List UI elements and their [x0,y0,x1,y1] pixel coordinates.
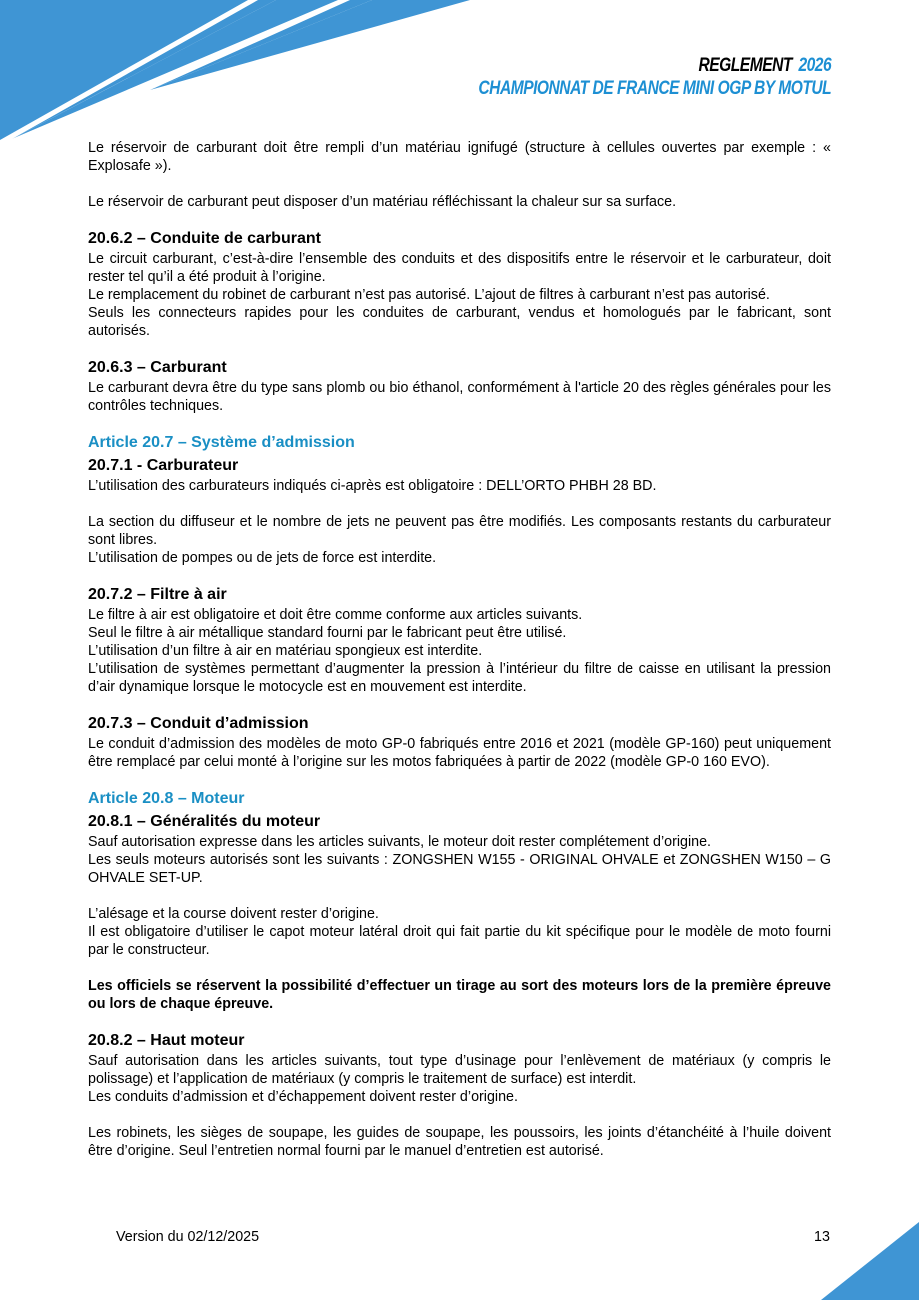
section-heading-20-6-2: 20.6.2 – Conduite de carburant [88,230,321,247]
section-heading-20-7-1: 20.7.1 - Carburateur [88,457,239,474]
paragraph: Le réservoir de carburant peut disposer d’un matériau réfléchissant la chaleur sur sa surface. [88,194,677,210]
paragraph: L’utilisation de systèmes permettant d’augmenter la pression à l’intérieur du filtre de caisse en utilisant la pression d’air dynamique lorsque le motocycle est en mouvement est interdite. [88,661,831,695]
decoration-triangle [821,1222,919,1300]
bold-notice: Les officiels se réservent la possibilité d’effectuer un tirage au sort des moteurs lors de la première épreuve ou lors de chaque épreuve. [88,978,831,1012]
header-title: REGLEMENT [698,55,792,76]
page-number: 13 [814,1229,830,1245]
paragraph: Les conduits d’admission et d’échappement doivent rester d’origine. [88,1089,518,1105]
paragraph: Les robinets, les sièges de soupape, les guides de soupape, les poussoirs, les joints d’étanchéité à l’huile doivent être d’origine. Seul l’entretien normal fourni par le manuel d’entretien est autorisé. [88,1125,831,1159]
paragraph: Le réservoir de carburant doit être rempli d’un matériau ignifugé (structure à cellules ouvertes par exemple : « Explosafe »). [88,140,831,174]
paragraph: Le remplacement du robinet de carburant n’est pas autorisé. L’ajout de filtres à carburant n’est pas autorisé. [88,287,770,303]
footer-decoration [819,1220,919,1300]
article-heading-20-8: Article 20.8 – Moteur [88,790,245,807]
section-heading-20-8-2: 20.8.2 – Haut moteur [88,1032,245,1049]
section-heading-20-7-2: 20.7.2 – Filtre à air [88,586,227,603]
document-header [478,55,831,101]
paragraph: Le conduit d’admission des modèles de moto GP-0 fabriqués entre 2016 et 2021 (modèle GP-160) peut uniquement être remplacé par celui monté à l’origine sur les motos fabriquées à partir de 2022 (modèle GP-0 160 EVO). [88,736,831,770]
document-body [88,139,831,1160]
paragraph: L’alésage et la course doivent rester d’origine. [88,906,379,922]
section-heading-20-8-1: 20.8.1 – Généralités du moteur [88,813,321,830]
header-subtitle: CHAMPIONNAT DE FRANCE MINI OGP BY MOTUL [478,78,831,99]
header-year: 2026 [798,55,831,76]
paragraph: Sauf autorisation dans les articles suivants, tout type d’usinage pour l’enlèvement de matériaux (y compris le polissage) et l’application de matériaux (y compris le traitement de surface) est interdit. [88,1053,831,1087]
paragraph: Seul le filtre à air métallique standard fourni par le fabricant peut être utilisé. [88,625,567,641]
paragraph: Le filtre à air est obligatoire et doit être comme conforme aux articles suivants. [88,607,583,623]
paragraph: Sauf autorisation expresse dans les articles suivants, le moteur doit rester complétement d’origine. [88,834,712,850]
footer-version: Version du 02/12/2025 [116,1229,260,1245]
section-heading-20-7-3: 20.7.3 – Conduit d’admission [88,715,309,732]
paragraph: L’utilisation des carburateurs indiqués ci-après est obligatoire : DELL’ORTO PHBH 28 BD. [88,478,657,494]
paragraph: Le circuit carburant, c’est-à-dire l’ensemble des conduits et des dispositifs entre le réservoir et le carburateur, doit rester tel qu’il a été produit à l’origine. [88,251,831,285]
paragraph: L’utilisation d’un filtre à air en matériau spongieux est interdite. [88,643,483,659]
paragraph: Les seuls moteurs autorisés sont les suivants : ZONGSHEN W155 - ORIGINAL OHVALE et ZONGSHEN W150 – G OHVALE SET-UP. [88,852,831,886]
paragraph: L’utilisation de pompes ou de jets de force est interdite. [88,550,437,566]
paragraph: Seuls les connecteurs rapides pour les conduites de carburant, vendus et homologués par le fabricant, sont autorisés. [88,305,831,339]
paragraph: Il est obligatoire d’utiliser le capot moteur latéral droit qui fait partie du kit spécifique pour le modèle de moto fourni par le constructeur. [88,924,831,958]
paragraph: La section du diffuseur et le nombre de jets ne peuvent pas être modifiés. Les composants restants du carburateur sont libres. [88,514,831,548]
article-heading-20-7: Article 20.7 – Système d’admission [88,434,355,451]
paragraph: Le carburant devra être du type sans plomb ou bio éthanol, conformément à l'article 20 des règles générales pour les contrôles techniques. [88,380,831,414]
header-decoration [0,0,480,145]
section-heading-20-6-3: 20.6.3 – Carburant [88,359,227,376]
